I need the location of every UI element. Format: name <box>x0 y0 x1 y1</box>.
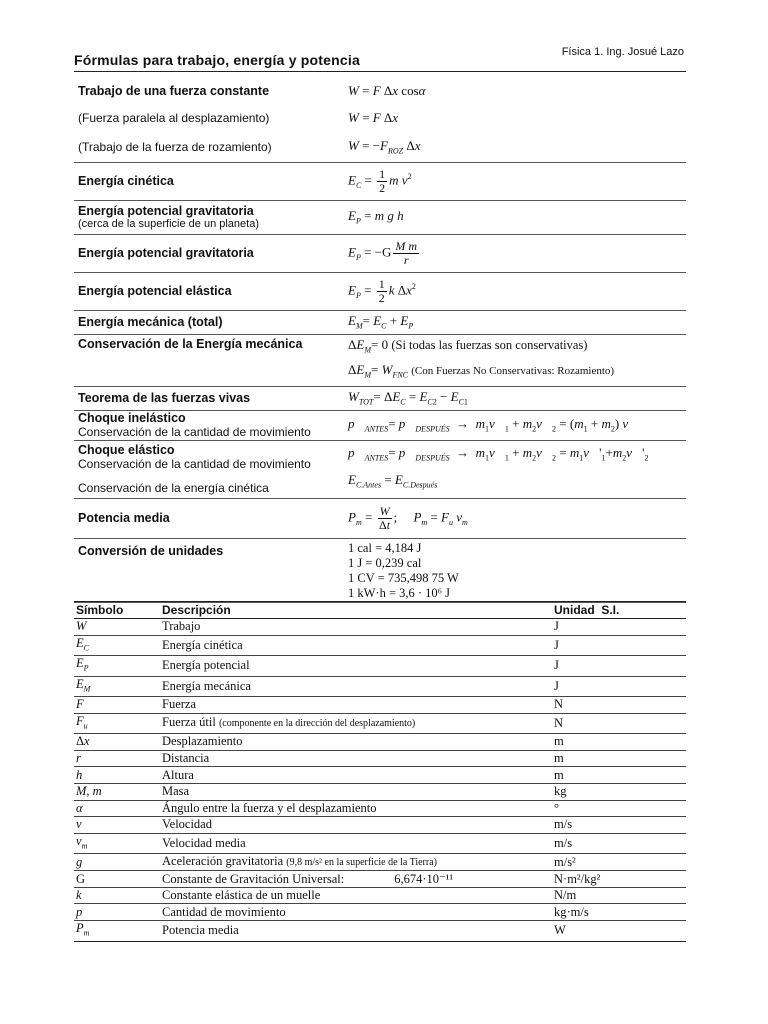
page-title: Fórmulas para trabajo, energía y potencia <box>74 52 360 68</box>
table-row <box>74 854 686 871</box>
desc-text: Fuerza útil <box>162 715 216 730</box>
label-power: Potencia media <box>74 498 340 538</box>
table-row <box>74 734 686 751</box>
units-list <box>340 538 686 602</box>
desc-cell: Velocidad <box>160 817 552 834</box>
table-row <box>74 713 686 734</box>
table-row <box>74 635 686 656</box>
desc-text: Aceleración gravitatoria <box>162 854 284 869</box>
table-row <box>74 904 686 921</box>
unit-cell: ° <box>552 800 686 817</box>
unit-line: 1 kW·h = 3,6 · 10⁶ J <box>348 585 451 600</box>
table-row <box>74 871 686 888</box>
symbol-cell: r <box>74 750 160 767</box>
desc-cell: Ángulo entre la fuerza y el desplazamiento <box>160 800 552 817</box>
desc-cell: Potencia media <box>160 921 552 942</box>
label-pot-grav-near: Energía potencial gravitatoria <box>78 204 254 218</box>
unit-cell: N <box>552 713 686 734</box>
label-pot-elastic: Energía potencial elástica <box>74 272 340 310</box>
label-inelastic: Choque inelástico <box>78 411 186 426</box>
table-row <box>74 783 686 800</box>
symbol-cell: $E_C$ <box>74 635 160 656</box>
formula-kinetic: $E_C$ = $\frac{1}{2}$ m $v^2$ <box>340 162 686 200</box>
col-header-symbol: Símbolo <box>74 602 160 619</box>
formula-mechanical: $E_M= E_C + E_P$ <box>340 310 686 334</box>
table-row <box>74 767 686 784</box>
desc-cell: Fuerza <box>160 697 552 714</box>
table-row <box>74 676 686 697</box>
table-row <box>74 887 686 904</box>
symbol-cell: F <box>74 697 160 714</box>
label-work-parallel: (Fuerza paralela al desplazamiento) <box>78 111 270 125</box>
conservation-note-1: (Si todas las fuerzas son conservativas) <box>391 337 588 352</box>
symbol-cell: p <box>74 904 160 921</box>
unit-cell: m/s <box>552 833 686 854</box>
table-row <box>74 800 686 817</box>
desc-cell: Trabajo <box>160 619 552 636</box>
desc-cell: Velocidad media <box>160 833 552 854</box>
symbol-cell: $E_M$ <box>74 676 160 697</box>
unit-cell: N/m <box>552 887 686 904</box>
desc-cell: Energía potencial <box>160 656 552 677</box>
symbol-cell: h <box>74 767 160 784</box>
symbol-cell: M, m <box>74 783 160 800</box>
symbol-cell: g <box>74 854 160 871</box>
formula-table <box>74 78 686 603</box>
formula-inelastic: $p⃗_{ANTES}=$ $p⃗_{DESPUÉS}$ → $m_1v⃗_1$ + $m_2v⃗_2 = (m_1 + m_2)$ v⃗ <box>340 410 686 440</box>
unit-cell: m <box>552 767 686 784</box>
desc-cell: Energía mecánica <box>160 676 552 697</box>
symbol-cell: v <box>74 817 160 834</box>
course-header: Física 1. Ing. Josué Lazo <box>561 46 684 58</box>
desc-cell <box>160 713 552 734</box>
unit-cell: m <box>552 750 686 767</box>
unit-cell: N·m²/kg² <box>552 871 686 888</box>
symbol-cell: k <box>74 887 160 904</box>
table-row <box>74 619 686 636</box>
label-mechanical: Energía mecánica (total) <box>74 310 340 334</box>
col-header-unit: Unidad S.I. <box>552 602 686 619</box>
symbol-cell: G <box>74 871 160 888</box>
desc-cell: Altura <box>160 767 552 784</box>
unit-cell: W <box>552 921 686 942</box>
desc-cell: Masa <box>160 783 552 800</box>
formula-pot-grav-near: $E_P = m$ g h <box>340 200 686 234</box>
unit-cell: kg <box>552 783 686 800</box>
unit-cell: J <box>552 635 686 656</box>
label-work-const: Trabajo de una fuerza constante <box>78 84 270 98</box>
unit-cell: m <box>552 734 686 751</box>
table-row <box>74 833 686 854</box>
symbol-cell: W <box>74 619 160 636</box>
unit-cell: m/s² <box>552 854 686 871</box>
desc-cell: Constante elástica de un muelle <box>160 887 552 904</box>
table-row <box>74 750 686 767</box>
title-rule <box>74 71 686 72</box>
desc-cell: Distancia <box>160 750 552 767</box>
table-row <box>74 697 686 714</box>
col-header-description: Descripción <box>160 602 552 619</box>
label-kinetic: Energía cinética <box>74 162 340 200</box>
symbol-cell: $F_u$ <box>74 713 160 734</box>
sublabel-inelastic: Conservación de la cantidad de movimiento <box>78 425 311 440</box>
desc-text: Constante de Gravitación Universal: <box>162 871 345 886</box>
symbol-cell: $E_P$ <box>74 656 160 677</box>
formula-work-friction: $W = -F_{ROZ}$ Δx <box>340 132 686 162</box>
desc-note: (9,8 m/s² en la superficie de la Tierra) <box>286 857 437 869</box>
unit-line: 1 cal = 4,184 J <box>348 540 422 555</box>
desc-value: 6,674·10⁻¹¹ <box>394 871 454 886</box>
unit-cell: J <box>552 676 686 697</box>
unit-cell: kg·m/s <box>552 904 686 921</box>
table-row <box>74 817 686 834</box>
sublabel-elastic: Conservación de la cantidad de movimiento <box>78 457 311 472</box>
table-row <box>74 656 686 677</box>
table-row <box>74 921 686 942</box>
unit-cell: J <box>552 656 686 677</box>
desc-cell <box>160 871 552 888</box>
unit-line: 1 J = 0,239 cal <box>348 555 422 570</box>
formula-work-parallel: W = F Δx <box>348 110 399 125</box>
unit-cell: J <box>552 619 686 636</box>
symbols-table <box>74 601 686 942</box>
desc-cell: Desplazamiento <box>160 734 552 751</box>
label-pot-grav: Energía potencial gravitatoria <box>74 234 340 272</box>
unit-line: 1 CV = 735,498 75 W <box>348 570 459 585</box>
formula-live-forces: $W_{TOT}= \Delta E_C = E_{C2} - E_{C1}$ <box>340 386 686 410</box>
symbol-cell: Δx <box>74 734 160 751</box>
desc-note: (componente en la dirección del desplazamiento) <box>218 718 416 730</box>
label-live-forces: Teorema de las fuerzas vivas <box>74 386 340 410</box>
symbol-cell: $v_m$ <box>74 833 160 854</box>
symbol-cell: $P_m$ <box>74 921 160 942</box>
unit-cell: m/s <box>552 817 686 834</box>
formula-pot-grav: $E_P = -G$ $\frac{\text{M m}}{r}$ <box>340 234 686 272</box>
desc-cell: Cantidad de movimiento <box>160 904 552 921</box>
label-units: Conversión de unidades <box>74 538 340 602</box>
label-work-friction: (Trabajo de la fuerza de rozamiento) <box>74 132 340 162</box>
unit-cell: N <box>552 697 686 714</box>
label-conservation: Conservación de la Energía mecánica <box>74 334 340 386</box>
desc-cell <box>160 854 552 871</box>
sublabel-pot-grav-near: (cerca de la superficie de un planeta) <box>78 218 259 230</box>
formula-pot-elastic: $E_P$ = $\frac{1}{2}$ k $\Delta x^2$ <box>340 272 686 310</box>
symbol-cell: α <box>74 800 160 817</box>
formula-elastic: $p⃗_{ANTES}=$ $p⃗_{DESPUÉS}$ → $m_1v⃗_1$ + $m_2v⃗_2$ = $m_1v⃗'_1+m_2v⃗'_2$ $E_{C.Antes} = E_{C.Después}$ <box>340 440 686 498</box>
formula-power: $P_m$ = $\frac{W}{\Delta t}$ ; $P_m = F_u$ $v_m$ <box>340 498 686 538</box>
formula-conservation: $\Delta E_M= 0$ (Si todas las fuerzas son conservativas) $\Delta E_M= W_{FNC}$ (Con Fuerzas No Conservativas: Rozamiento) <box>340 334 686 386</box>
label-elastic: Choque elástico <box>78 443 175 458</box>
formula-work-const: W = F Δx cosα <box>348 83 426 98</box>
desc-cell: Energía cinética <box>160 635 552 656</box>
sublabel-elastic-2: Conservación de la energía cinética <box>78 481 269 496</box>
conservation-note-2: (Con Fuerzas No Conservativas: Rozamiento) <box>411 365 615 378</box>
